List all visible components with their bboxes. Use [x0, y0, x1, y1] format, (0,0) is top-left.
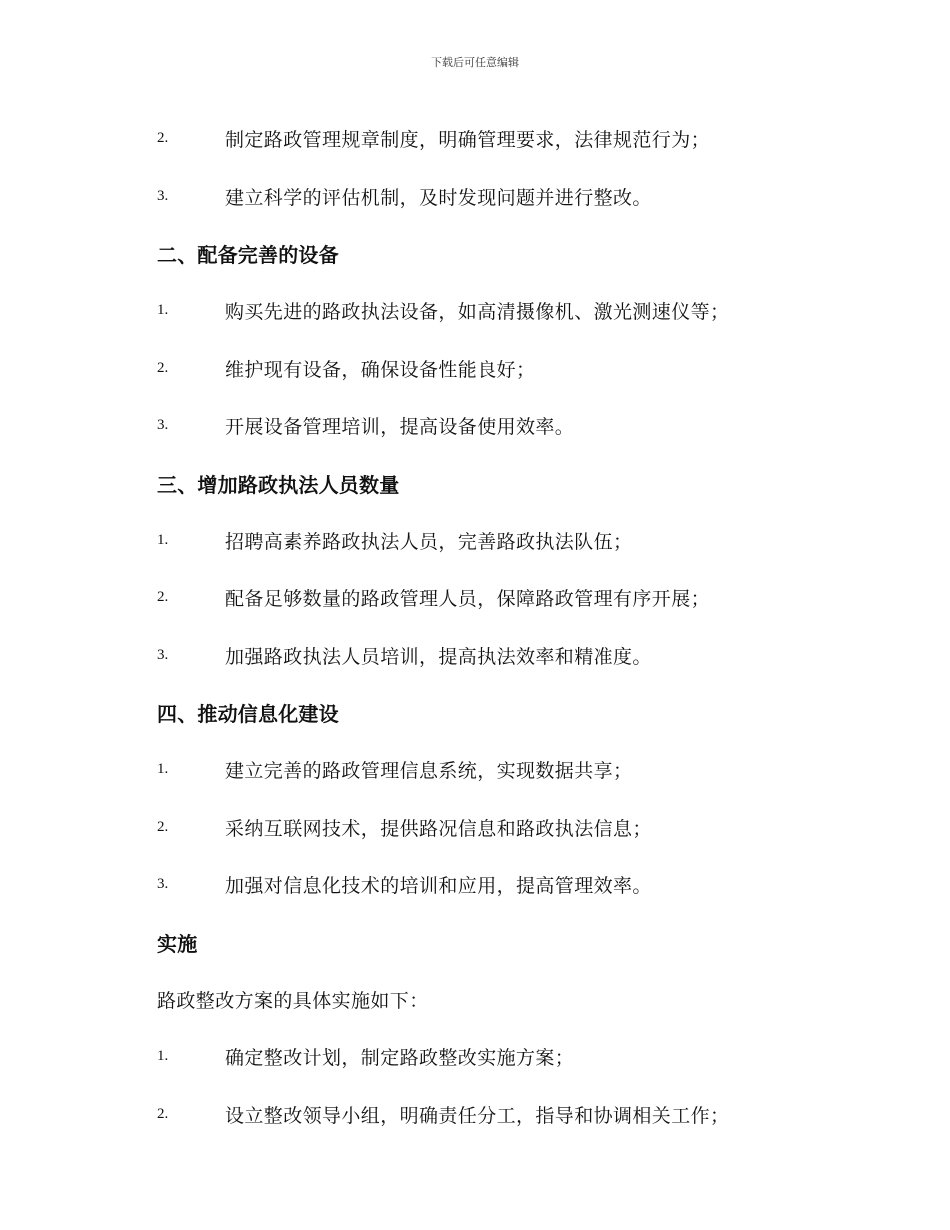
list-item	[157, 627, 857, 684]
paragraph	[157, 971, 857, 1028]
list-item	[157, 512, 857, 569]
list-item-number: 2.	[157, 589, 169, 606]
list-item-number: 1.	[157, 1048, 169, 1065]
list-item	[157, 110, 857, 167]
list-item-number: 3.	[157, 876, 169, 893]
list-item-text: 加强对信息化技术的培训和应用，提高管理效率。	[225, 875, 652, 898]
list-item	[157, 167, 857, 224]
list-item-number: 2.	[157, 818, 169, 835]
section-heading	[157, 684, 857, 741]
list-item	[157, 1028, 857, 1085]
list-item-number: 2.	[157, 1105, 169, 1122]
list-item-text: 制定路政管理规章制度，明确管理要求，法律规范行为；	[225, 129, 711, 152]
page-header-note: 下载后可任意编辑	[431, 56, 519, 69]
section-heading	[157, 913, 857, 970]
list-item	[157, 1086, 857, 1143]
list-item-number: 3.	[157, 646, 169, 663]
list-item-number: 1.	[157, 761, 169, 778]
list-item	[157, 340, 857, 397]
list-item-text: 建立完善的路政管理信息系统，实现数据共享；	[225, 760, 633, 783]
section-heading	[157, 225, 857, 282]
list-item-number: 3.	[157, 187, 169, 204]
list-item-text: 建立科学的评估机制，及时发现问题并进行整改。	[225, 186, 652, 209]
list-item-text: 招聘高素养路政执法人员，完善路政执法队伍；	[225, 530, 633, 553]
list-item	[157, 569, 857, 626]
list-item-number: 2.	[157, 130, 169, 147]
list-item-number: 1.	[157, 302, 169, 319]
list-item	[157, 282, 857, 339]
list-item-text: 购买先进的路政执法设备，如高清摄像机、激光测速仪等；	[225, 301, 730, 324]
list-item-text: 确定整改计划，制定路政整改实施方案；	[225, 1047, 575, 1070]
paragraph-text: 路政整改方案的具体实施如下：	[157, 990, 429, 1013]
list-item-number: 3.	[157, 417, 169, 434]
section-heading-text: 四、推动信息化建设	[157, 702, 339, 727]
section-heading-text: 实施	[157, 931, 198, 956]
list-item-text: 配备足够数量的路政管理人员，保障路政管理有序开展；	[225, 588, 711, 611]
list-item-number: 2.	[157, 359, 169, 376]
list-item	[157, 856, 857, 913]
section-heading	[157, 454, 857, 511]
document-body	[157, 110, 857, 1143]
list-item-text: 维护现有设备，确保设备性能良好；	[225, 358, 536, 381]
list-item-number: 1.	[157, 531, 169, 548]
list-item	[157, 397, 857, 454]
list-item	[157, 741, 857, 798]
section-heading-text: 二、配备完善的设备	[157, 242, 339, 267]
list-item-text: 采纳互联网技术，提供路况信息和路政执法信息；	[225, 817, 652, 840]
list-item-text: 加强路政执法人员培训，提高执法效率和精准度。	[225, 645, 652, 668]
list-item	[157, 799, 857, 856]
list-item-text: 开展设备管理培训，提高设备使用效率。	[225, 416, 575, 439]
section-heading-text: 三、增加路政执法人员数量	[157, 472, 400, 497]
list-item-text: 设立整改领导小组，明确责任分工，指导和协调相关工作；	[225, 1104, 730, 1127]
